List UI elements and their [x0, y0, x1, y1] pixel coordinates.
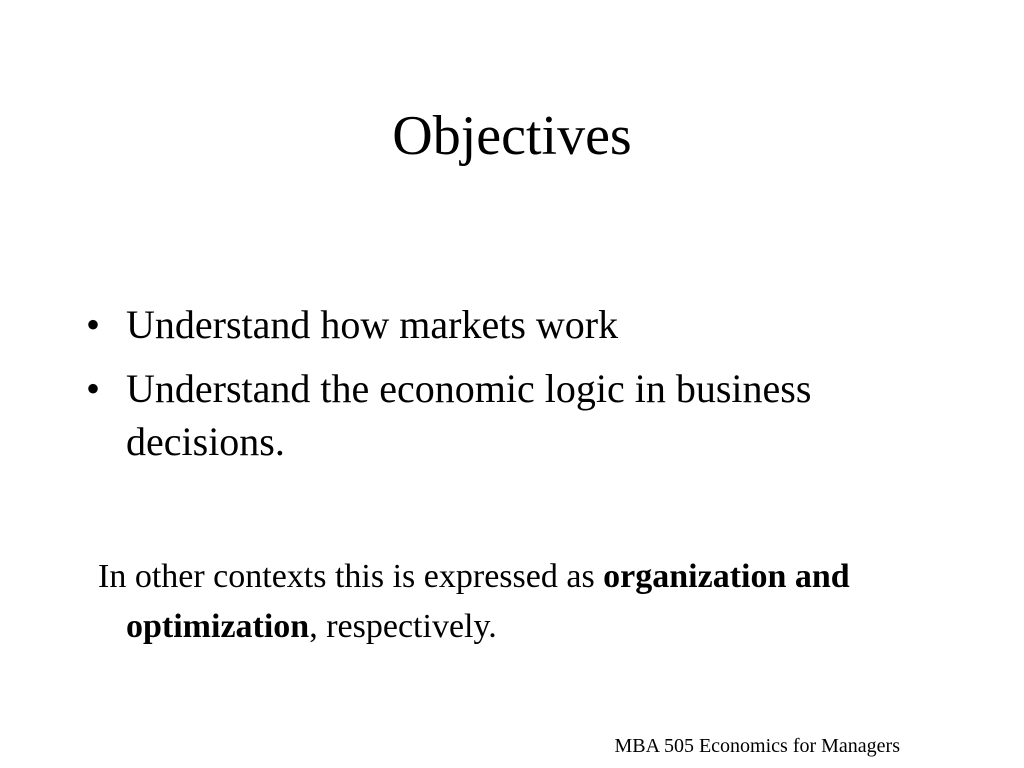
bullet-text: Understand how markets work: [126, 302, 619, 347]
bullet-marker: •: [86, 366, 101, 411]
slide-title: Objectives: [392, 105, 632, 167]
note-prefix: In other contexts this is expressed as: [98, 558, 604, 595]
slide-footer: MBA 505 Economics for Managers: [614, 735, 900, 757]
bullet-item: [86, 362, 946, 468]
note-paragraph: [98, 552, 946, 652]
note-emphasis: organization and optimization: [126, 558, 850, 645]
bullet-list: [86, 298, 946, 479]
bullet-text: Understand the economic logic in business decisions.: [126, 366, 812, 464]
bullet-item: [86, 298, 946, 351]
note-suffix: , respectively.: [309, 608, 497, 645]
bullet-marker: •: [86, 302, 101, 347]
